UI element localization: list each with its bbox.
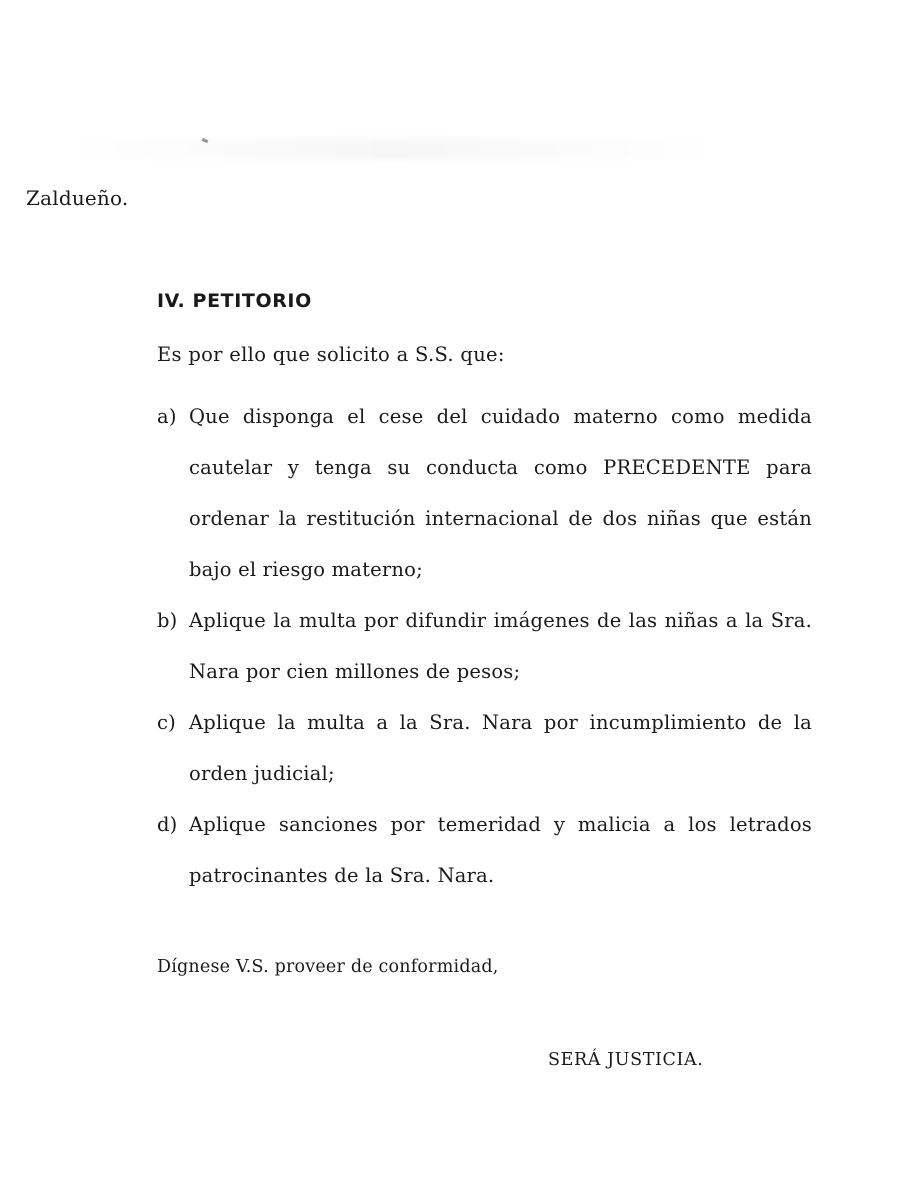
item-letter: d)	[157, 813, 178, 836]
item-letter: b)	[157, 609, 178, 632]
section-title: IV. PETITORIO	[157, 290, 312, 312]
item-text: Aplique sanciones por temeridad y malicia a los letrados patrocinantes de la Sra. Nara.	[189, 813, 812, 887]
item-text: Aplique la multa a la Sra. Nara por incumplimiento de la orden judicial;	[189, 711, 812, 785]
item-text: Que disponga el cese del cuidado materno como medida cautelar y tenga su conducta como PRECEDENTE para ordenar la restitución internacional de dos niñas que están bajo el riesgo materno;	[189, 405, 812, 581]
closing-formula: Dígnese V.S. proveer de conformidad,	[157, 957, 499, 977]
petition-list	[157, 391, 812, 901]
petition-intro: Es por ello que solicito a S.S. que:	[157, 343, 505, 366]
petition-item-a	[157, 391, 812, 595]
item-text: Aplique la multa por difundir imágenes de las niñas a la Sra. Nara por cien millones de pesos;	[189, 609, 812, 683]
petition-item-b	[157, 595, 812, 697]
item-letter: a)	[157, 405, 177, 428]
item-letter: c)	[157, 711, 176, 734]
petition-item-d	[157, 799, 812, 901]
petition-item-c	[157, 697, 812, 799]
closing-signature: SERÁ JUSTICIA.	[548, 1050, 704, 1070]
previous-page-tail: Zaldueño.	[26, 186, 129, 210]
faded-previous-line	[60, 138, 720, 160]
